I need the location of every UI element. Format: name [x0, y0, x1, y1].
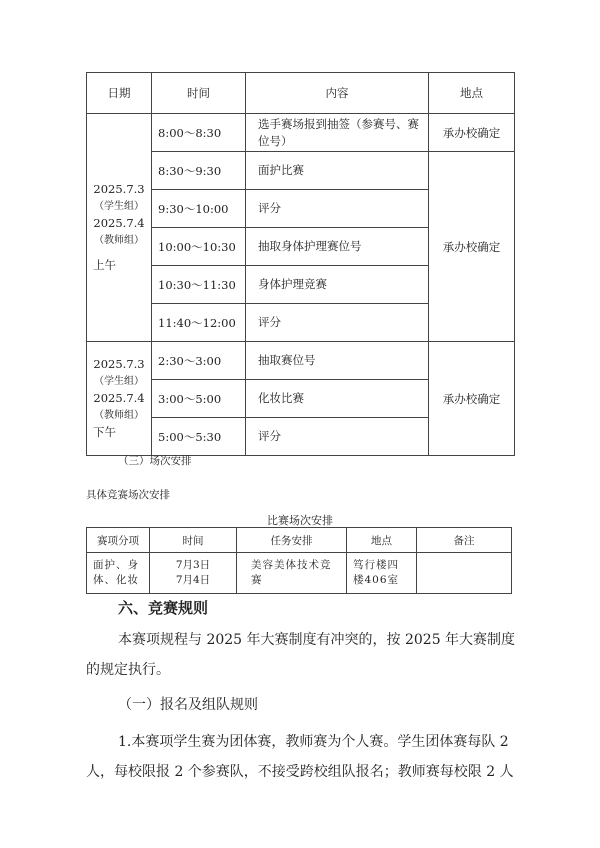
- header-category: 赛项分项: [87, 528, 150, 553]
- time-cell: 11:40～12:00: [152, 304, 246, 342]
- time-cell: 8:30～9:30: [152, 152, 246, 190]
- location-cell: 承办校确定: [429, 114, 515, 152]
- content-cell: 评分: [246, 190, 429, 228]
- schedule-table: [86, 72, 515, 456]
- table-row: [87, 342, 515, 380]
- time-cell: 2:30～3:00: [152, 342, 246, 380]
- category-cell: 面护、身体、化妆: [87, 553, 150, 594]
- date-line: 2025.7.4: [93, 216, 145, 230]
- afternoon-date-cell: [87, 342, 152, 456]
- group-label: （学生组）: [94, 376, 144, 387]
- content-cell: 抽取赛位号: [246, 342, 429, 380]
- time-cell: 5:00～5:30: [152, 418, 246, 456]
- header-task: 任务安排: [237, 528, 347, 553]
- subsection-heading: （一）报名及组队规则: [118, 697, 258, 713]
- period-label: 下午: [93, 425, 116, 439]
- task-cell: 美容美体技术竞赛: [237, 553, 347, 594]
- time-cell: 3:00～5:00: [152, 380, 246, 418]
- time-cell: 9:30～10:00: [152, 190, 246, 228]
- group-label: （教师组）: [94, 410, 144, 421]
- arrangement-header-row: [87, 528, 512, 553]
- morning-date-cell: [87, 114, 152, 342]
- period-label: 上午: [93, 258, 116, 272]
- arrangement-table: [86, 527, 512, 594]
- intro-text: 具体竞赛场次安排: [86, 489, 170, 501]
- location-cell: 承办校确定: [429, 152, 515, 342]
- header-time: 时间: [150, 528, 237, 553]
- content-cell: 化妆比赛: [246, 380, 429, 418]
- time-cell: 10:00～10:30: [152, 228, 246, 266]
- table-caption: 比赛场次安排: [267, 514, 333, 527]
- paragraph: 本赛项规程与 2025 年大赛制度有冲突的，按 2025 年大赛制度的规定执行。: [86, 632, 516, 678]
- header-time: 时间: [152, 73, 246, 114]
- date-line: 2025.7.4: [93, 391, 145, 405]
- content-cell: 评分: [246, 304, 429, 342]
- time-cell: [150, 553, 237, 594]
- content-cell: 评分: [246, 418, 429, 456]
- content-cell: 抽取身体护理赛位号: [246, 228, 429, 266]
- header-location: 地点: [429, 73, 515, 114]
- table-row: [87, 553, 512, 594]
- date-line: 2025.7.3: [93, 182, 145, 196]
- date-line: 7月3日: [175, 559, 211, 571]
- schedule-header-row: [87, 73, 515, 114]
- location-cell: 笃行楼四楼406室: [347, 553, 417, 594]
- date-line: 2025.7.3: [93, 357, 145, 371]
- date-line: 7月4日: [175, 574, 211, 586]
- table-row: [87, 114, 515, 152]
- section-heading: 六、竞赛规则: [118, 599, 209, 617]
- content-cell: 面护比赛: [246, 152, 429, 190]
- group-label: （教师组）: [94, 235, 144, 246]
- header-date: 日期: [87, 73, 152, 114]
- note-cell: [417, 553, 512, 594]
- header-location: 地点: [347, 528, 417, 553]
- time-cell: 8:00～8:30: [152, 114, 246, 152]
- group-label: （学生组）: [94, 201, 144, 212]
- content-cell: 选手赛场报到抽签（参赛号、赛位号）: [246, 114, 429, 152]
- content-cell: 身体护理竞赛: [246, 266, 429, 304]
- table-row: [87, 152, 515, 190]
- paragraph: 1.本赛项学生赛为团体赛，教师赛为个人赛。学生团体赛每队 2 人，每校限报 2 个参赛队，不接受跨校组队报名；教师赛每校限 2 人: [86, 734, 514, 780]
- time-cell: 10:30～11:30: [152, 266, 246, 304]
- header-content: 内容: [246, 73, 429, 114]
- location-cell: 承办校确定: [429, 342, 515, 456]
- header-note: 备注: [417, 528, 512, 553]
- sub-heading: （三）场次安排: [118, 455, 192, 467]
